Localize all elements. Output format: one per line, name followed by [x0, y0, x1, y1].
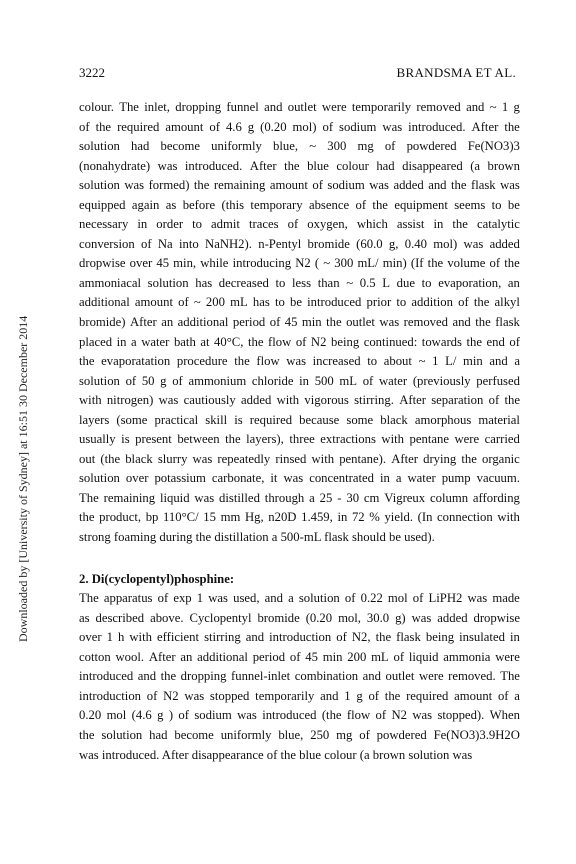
text-line: the evaporatation procedure the flow was increased to about ~ 1 L/ min and a [79, 354, 520, 369]
section-heading: 2. Di(cyclopentyl)phosphine: [79, 571, 235, 586]
download-watermark: Downloaded by [University of Sydney] at 16:51 30 December 2014 [16, 315, 30, 642]
text-line: additional amount of ~ 200 mL has to be introduced prior to addition of the alkyl [79, 295, 520, 310]
text-line: was introduced. After disappearance of the blue colour (a brown solution was [79, 747, 473, 762]
text-line: layers (some practical skill is required because some black amorphous material [79, 412, 520, 427]
text-line: bromide) After an additional period of 45 min the outlet was removed and the flask [79, 315, 520, 330]
text-line: with nitrogen) was cautiously added with vigorous stirring. After separation of the [79, 393, 520, 408]
text-line: solution was formed) the remaining amount of sodium was added and the flask was [79, 178, 520, 193]
text-line: (nonahydrate) was introduced. After the blue colour had disappeared (a brown [79, 158, 520, 173]
text-line: The remaining liquid was distilled through a 25 - 30 cm Vigreux column affording [79, 490, 520, 505]
text-line: equipped again as before (this temporary absence of the equipment seems to be [79, 197, 520, 212]
text-line: 0.20 mol (4.6 g ) of sodium was introduced (the flow of N2 was stopped). When [79, 708, 520, 723]
text-line: dropwise over 45 min, while introducing N2 ( ~ 300 mL/ min) (If the volume of the [79, 256, 520, 271]
paragraph-2 [79, 589, 520, 765]
text-line: conversion of Na into NaNH2). n-Pentyl bromide (60.0 g, 0.40 mol) was added [79, 236, 520, 251]
text-line: of the required amount of 4.6 g (0.20 mol) of sodium was introduced. After the [79, 119, 520, 134]
text-line: the solution had become uniformly blue, 250 mg of powdered Fe(NO3)3.9H2O [79, 727, 520, 742]
article-body [79, 98, 520, 765]
text-line: cotton wool. After an additional period of 45 min 200 mL of liquid ammonia were [79, 649, 520, 664]
text-line: solution over potassium carbonate, it was concentrated in a water pump vacuum. [79, 471, 520, 486]
page-number: 3222 [79, 65, 105, 80]
text-line: necessary in order to admit traces of oxygen, which assist in the catalytic [79, 217, 520, 232]
text-line: introduction of N2 was stopped temporarily and 1 g of the required amount of a [79, 688, 520, 703]
paragraph-1 [79, 98, 520, 548]
text-line: solution of 50 g of ammonium chloride in 500 mL of water (previously perfused [79, 373, 520, 388]
running-head: BRANDSMA ET AL. [396, 65, 516, 80]
text-line: the product, bp 110°C/ 15 mm Hg, n20D 1.459, in 72 % yield. (In connection with [79, 510, 520, 525]
text-line: out (the black slurry was repeatedly rinsed with pentane). After drying the organic [79, 451, 520, 466]
text-line: usually is present between the layers), three extractions with pentane were carried [79, 432, 520, 447]
text-line: solution had become uniformly blue, ~ 300 mg of powdered Fe(NO3)3 [79, 139, 520, 154]
text-line: colour. The inlet, dropping funnel and outlet were temporarily removed and ~ 1 g [79, 100, 520, 114]
text-line: The apparatus of exp 1 was used, and a solution of 0.22 mol of LiPH2 was made [79, 591, 520, 606]
text-line: strong foaming during the distillation a 500-mL flask should be used). [79, 530, 435, 545]
text-line: ammoniacal solution has decreased to less than ~ 0.5 L due to evaporation, an [79, 275, 520, 290]
text-line: as described above. Cyclopentyl bromide (0.20 mol, 30.0 g) was added dropwise [79, 610, 520, 625]
text-line: over 1 h with efficient stirring and introduction of N2, the flask being insulated in [79, 630, 520, 645]
text-line: introduced and the dropping funnel-inlet combination and outlet were removed. The [79, 669, 520, 684]
text-line: placed in a water bath at 40°C, the flow of N2 being continued: towards the end of [79, 334, 520, 349]
